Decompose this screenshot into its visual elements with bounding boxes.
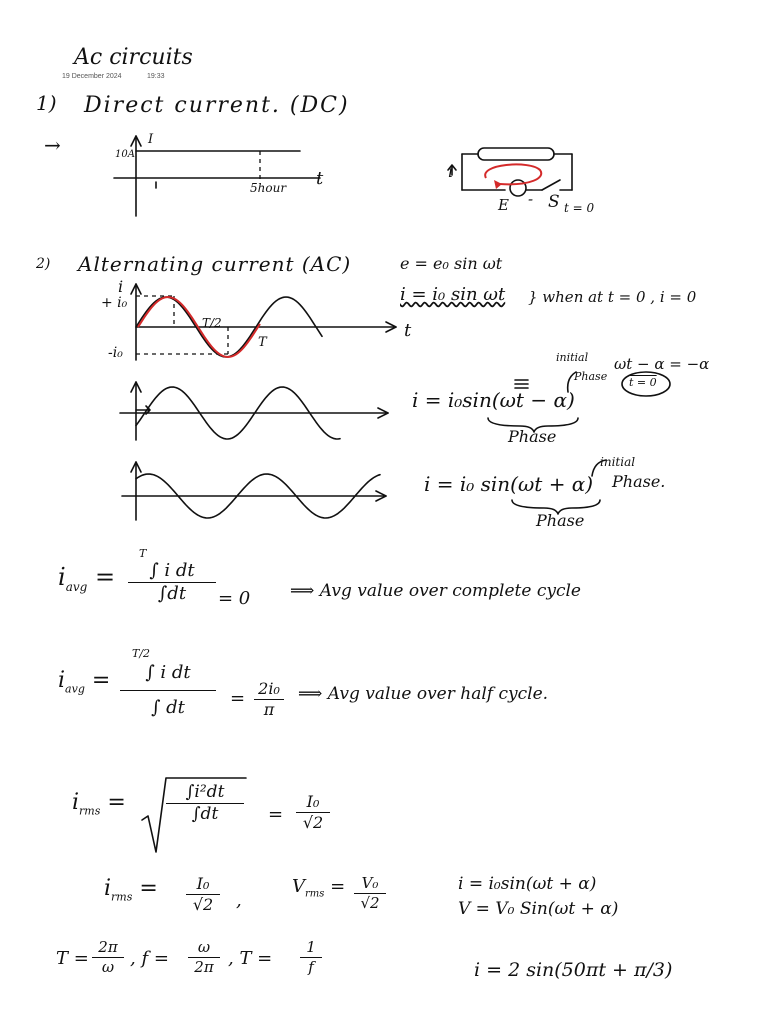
final-example-equation: i = 2 sin(50πt + π/3): [474, 959, 673, 981]
phase-word-2: Phase.: [612, 472, 666, 491]
dc-axis-t: t: [316, 168, 324, 189]
period-fraction: 2π ω: [92, 940, 124, 975]
section-number-1: 1): [36, 91, 57, 115]
iavg1-result: = 0: [218, 588, 251, 609]
iavg1-fraction: ∫ i dt ∫dt: [128, 562, 216, 603]
section-number-2: 2): [36, 256, 51, 272]
emf-equation: e = e₀ sin ωt: [400, 254, 503, 273]
comma-separator: ,: [236, 890, 242, 911]
v-sinusoid-equation: V = V₀ Sin(ωt + α): [458, 899, 619, 919]
iavg1-note: ⟹ Avg value over complete cycle: [290, 581, 581, 601]
iavg2-equals: =: [230, 688, 246, 709]
circuit-minus-label: -: [528, 190, 534, 208]
arrow-icon: →: [44, 133, 61, 157]
g1-axis-t: t: [404, 320, 412, 341]
date-stamp: 19 December 2024: [62, 73, 122, 80]
phase-word-1: Phase: [574, 370, 608, 383]
g1-axis-i: i: [118, 277, 124, 296]
irms-lhs: $i_{rms}$ =: [72, 790, 126, 818]
circuit-e-label: E: [498, 196, 509, 214]
irms-result: I₀ √2: [296, 794, 330, 831]
phase-lag-equation: i = i₀sin(ωt − α): [412, 388, 575, 412]
page-title: Ac circuits: [74, 45, 193, 70]
initial-label-2: initial: [600, 455, 636, 469]
phase-condition: ωt − α = −α: [614, 355, 710, 373]
period2-lhs: , T =: [228, 948, 273, 969]
initial-condition-note: } when at t = 0 , i = 0: [528, 288, 697, 306]
phase-lead-equation: i = i₀ sin(ωt + α): [424, 472, 594, 496]
iavg2-result: 2i₀ π: [254, 681, 284, 718]
current-equation: i = i₀ sin ωt: [400, 284, 506, 305]
irms-fraction: ∫i²dt ∫dt: [166, 784, 244, 823]
iavg2-fraction: ∫ i dt ∫ dt: [120, 664, 216, 717]
circuit-i-label: i: [448, 162, 454, 181]
iavg2-note: ⟹ Avg value over half cycle.: [298, 684, 549, 704]
g1-minus-i0: -i₀: [108, 345, 123, 361]
phase-label-1: Phase: [508, 427, 557, 446]
dc-axis-i: I: [148, 132, 154, 147]
period2-fraction: 1 f: [300, 940, 322, 975]
time-stamp: 19:33: [147, 73, 165, 80]
ac-heading: Alternating current (AC): [78, 252, 352, 276]
irms2-result: I₀ √2: [186, 876, 220, 913]
iavg2-lhs: $i_{avg}$ =: [58, 668, 111, 696]
irms-equals: =: [268, 804, 284, 825]
vrms-result: V₀ √2: [354, 876, 386, 911]
g1-period: T: [258, 335, 267, 350]
phase-label-2: Phase: [536, 511, 585, 530]
period-lhs: T =: [56, 948, 89, 969]
vrms-lhs: $V_{rms}$ =: [292, 876, 346, 900]
iavg1-lhs: $i_{avg}$ =: [58, 563, 116, 594]
i-sinusoid-equation: i = i₀sin(ωt + α): [458, 874, 597, 894]
irms2-lhs: $i_{rms}$ =: [104, 876, 158, 904]
dc-five-hour: 5hour: [250, 181, 287, 195]
frequency-lhs: , f =: [130, 948, 169, 969]
switch-time: t = 0: [564, 201, 595, 215]
switch-label: S: [548, 192, 560, 212]
g1-half-period: T/2: [202, 316, 222, 330]
iavg1-upper-limit: T: [139, 547, 147, 560]
dc-heading: Direct current. (DC): [84, 93, 350, 118]
t-equals-zero: t = 0: [629, 376, 657, 389]
initial-label-1: initial: [556, 351, 589, 364]
g1-plus-i0: + i₀: [101, 295, 128, 311]
frequency-fraction: ω 2π: [188, 940, 220, 975]
dc-value-10a: 10A: [115, 149, 135, 160]
iavg2-upper-limit: T/2: [132, 647, 151, 660]
